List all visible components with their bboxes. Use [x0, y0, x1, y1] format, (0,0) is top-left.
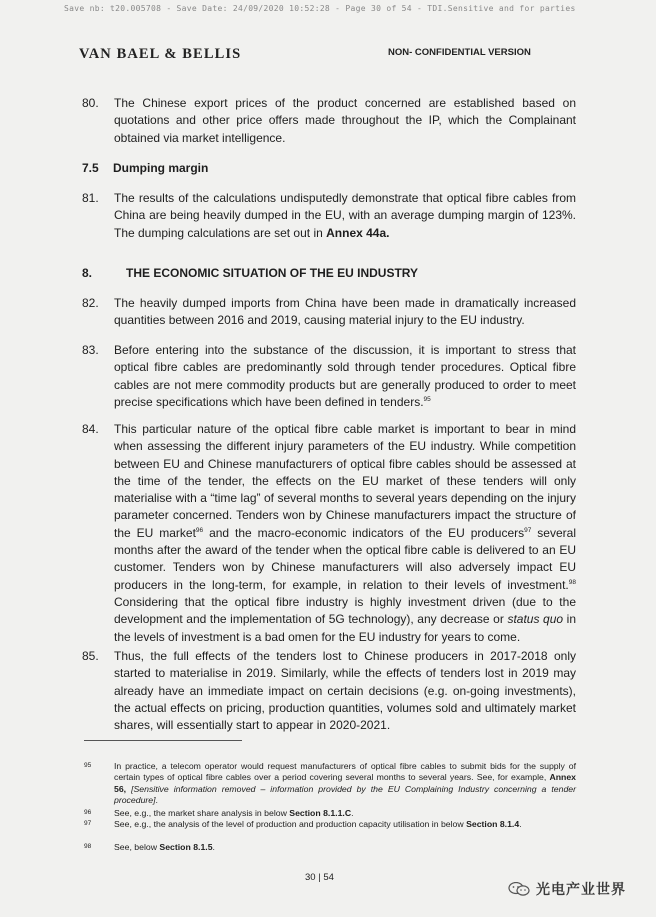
annex-reference: Annex 56,	[114, 772, 576, 794]
text-run: This particular nature of the optical fibre cable market is important to bear in mind when assessing the different injury parameters of the EU industry. While competition between EU and Chinese manufacturers of optical fibre cables should be assessed at the time of the tender, the effects on the EU market of these tenders will only materialise with a “time lag” of several months to several years depending on the injury parameter concerned. Tenders won by Chinese manufacturers impact the structure of the EU market	[114, 422, 576, 540]
redaction-note: [Sensitive information removed – information provided by the EU Complaining Industry concerning a tender procedure]	[114, 783, 576, 805]
save-stamp: Save nb: t20.005708 - Save Date: 24/09/2020 10:52:28 - Page 30 of 54 - TDI.Sensitive and for parties	[64, 4, 576, 13]
text-run: in the levels of investment is a bad omen for the EU industry for years to come.	[114, 612, 576, 644]
footnote-text	[114, 761, 576, 806]
footnote-text	[114, 819, 576, 830]
paragraph-82	[82, 295, 576, 330]
footnote-text	[114, 808, 576, 819]
footnote-text	[114, 842, 576, 853]
annex-reference: Annex 44a.	[326, 225, 390, 240]
section-title: Dumping margin	[113, 161, 209, 175]
paragraph-number: 82.	[82, 296, 99, 310]
italic-term: status quo	[507, 612, 564, 627]
text-run: See, below	[114, 842, 160, 852]
paragraph-number: 83.	[82, 343, 99, 357]
wechat-icon	[508, 882, 530, 896]
version-label: NON- CONFIDENTIAL VERSION	[388, 47, 531, 58]
section-heading-8	[82, 266, 418, 280]
text-run: See, e.g., the market share analysis in below	[114, 808, 290, 818]
paragraph-text	[114, 190, 576, 242]
footnote-96	[84, 808, 576, 819]
footnote-98	[84, 842, 576, 853]
paragraph-81	[82, 190, 576, 242]
paragraph-text: The Chinese export prices of the product concerned are established based on quotations and other price offers made throughout the IP, which the Complainant obtained via market intelligence.	[114, 96, 576, 145]
footnote-ref[interactable]: 95	[423, 395, 431, 403]
text-run: .	[519, 819, 522, 829]
section-number: 7.5	[82, 161, 99, 175]
paragraph-85	[82, 648, 576, 734]
footnote-95	[84, 761, 576, 806]
text-run: .	[212, 842, 215, 852]
paragraph-number: 85.	[82, 649, 99, 663]
text-run: Considering that the optical fibre industry is highly investment driven (due to the development and the implementation of 5G technology), any decrease or	[114, 594, 576, 627]
section-reference: Section 8.1.4	[466, 819, 520, 829]
paragraph-number: 81.	[82, 191, 99, 205]
section-number: 8.	[82, 266, 93, 280]
section-heading-7-5	[82, 161, 208, 175]
text-run: In practice, a telecom operator would request manufacturers of optical fibre cables to submit bids for the supply of certain types of optical fibre cables over a period covering several months to several years. See, for example,	[114, 761, 576, 783]
paragraph-83	[82, 342, 576, 411]
text-run: Before entering into the substance of the discussion, it is important to stress that optical fibre cables are predominantly sold through tender procedures. Optical fibre cables are not mere commodity products but are generally produced to order to meet precise specifications which have been defined in tenders.	[114, 343, 576, 409]
firm-name: VAN BAEL & BELLIS	[79, 46, 242, 62]
page-number: 30 | 54	[305, 872, 334, 883]
text-run: See, e.g., the analysis of the level of production and production capacity utilisation in below	[114, 819, 467, 829]
paragraph-text: Thus, the full effects of the tenders lost to Chinese producers in 2017-2018 only started to materialise in 2019. Similarly, while the effects of tenders lost in 2019 may already have an immediate impact on certain decisions (e.g. on-going investments), the actual effects on pricing, production quantities, volumes sold and ultimately market shares, will essentially start to appear in 2020-2021.	[114, 649, 576, 733]
footnote-ref[interactable]: 98	[568, 578, 576, 586]
paragraph-84	[82, 421, 576, 646]
paragraph-text	[114, 421, 576, 646]
footnote-number: 98	[84, 843, 92, 850]
footnote-number: 95	[84, 762, 92, 769]
footnote-number: 96	[84, 809, 92, 816]
section-title: THE ECONOMIC SITUATION OF THE EU INDUSTRY	[126, 266, 419, 280]
paragraph-text	[114, 342, 576, 411]
section-reference: Section 8.1.1.C	[289, 808, 352, 818]
text-run: .	[155, 794, 158, 805]
paragraph-number: 80.	[82, 96, 99, 110]
footnote-97	[84, 819, 576, 830]
footnote-ref[interactable]: 96	[195, 526, 204, 534]
section-reference: Section 8.1.5	[159, 842, 213, 852]
text-run: .	[351, 808, 354, 818]
footnote-ref[interactable]: 97	[524, 526, 532, 534]
footnote-divider	[84, 740, 242, 741]
watermark-text: 光电产业世界	[536, 881, 626, 897]
watermark	[508, 879, 626, 899]
paragraph-80	[82, 95, 576, 147]
paragraph-text: The heavily dumped imports from China have been made in dramatically increased quantities between 2016 and 2019, causing material injury to the EU industry.	[114, 296, 576, 328]
text-run: several months after the award of the tender when the optical fibre cable is delivered to an EU customer. Tenders won by Chinese manufacturers will also adversely impact EU producers in the long-term, for example, in relation to their levels of investment.	[114, 525, 576, 592]
footnote-number: 97	[84, 820, 92, 827]
text-run: The results of the calculations undisputedly demonstrate that optical fibre cables from China are being heavily dumped in the EU, with an average dumping margin of 123%. The dumping calculations are set out in	[114, 191, 576, 240]
paragraph-number: 84.	[82, 422, 99, 436]
text-run: and the macro-economic indicators of the EU producers	[203, 525, 525, 540]
